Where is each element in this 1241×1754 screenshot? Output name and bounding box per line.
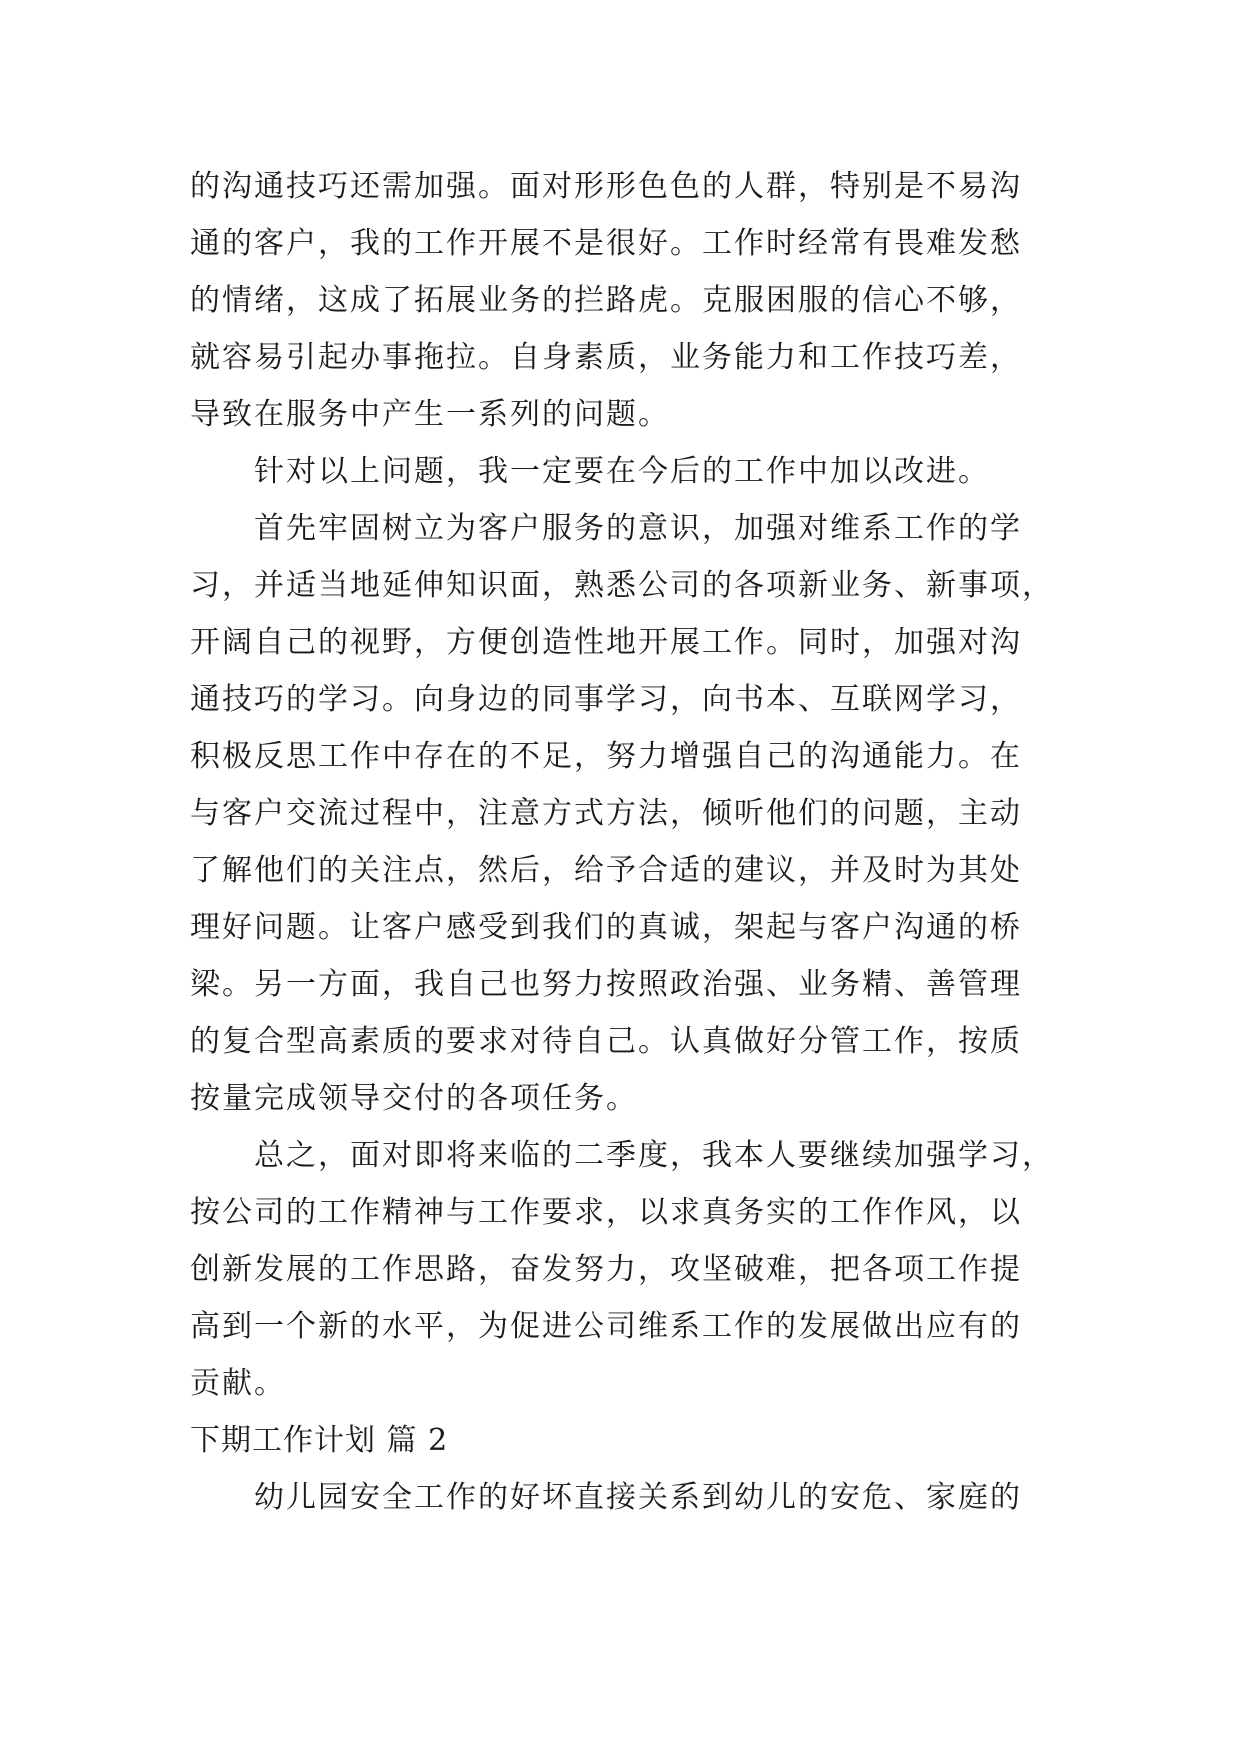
text-line: 了解他们的关注点，然后，给予合适的建议，并及时为其处 [190, 853, 1022, 888]
text-line: 的沟通技巧还需加强。面对形形色色的人群，特别是不易沟 [190, 169, 1022, 204]
text-line: 按量完成领导交付的各项任务。 [190, 1081, 638, 1116]
paragraph [190, 1127, 1070, 1412]
text-line: 习，并适当地延伸知识面，熟悉公司的各项新业务、新事项， [190, 568, 1054, 603]
text-line: 幼儿园安全工作的好坏直接关系到幼儿的安危、家庭的 [254, 1480, 1022, 1515]
paragraph [190, 1469, 1070, 1526]
section-heading [190, 1412, 1070, 1469]
text-line: 积极反思工作中存在的不足，努力增强自己的沟通能力。在 [190, 739, 1022, 774]
text-line: 理好问题。让客户感受到我们的真诚，架起与客户沟通的桥 [190, 910, 1022, 945]
text-line: 针对以上问题，我一定要在今后的工作中加以改进。 [254, 454, 990, 489]
text-line: 梁。另一方面，我自己也努力按照政治强、业务精、善管理 [190, 967, 1022, 1002]
text-line: 与客户交流过程中，注意方式方法，倾听他们的问题，主动 [190, 796, 1022, 831]
text-line: 通的客户，我的工作开展不是很好。工作时经常有畏难发愁 [190, 226, 1022, 261]
document-body [190, 158, 1070, 1526]
text-line: 通技巧的学习。向身边的同事学习，向书本、互联网学习， [190, 682, 1022, 717]
paragraph [190, 158, 1070, 443]
paragraph [190, 500, 1070, 1127]
paragraph [190, 443, 1070, 500]
text-line: 的复合型高素质的要求对待自己。认真做好分管工作，按质 [190, 1024, 1022, 1059]
text-line: 导致在服务中产生一系列的问题。 [190, 397, 670, 432]
text-line: 首先牢固树立为客户服务的意识，加强对维系工作的学 [254, 511, 1022, 546]
text-line: 高到一个新的水平，为促进公司维系工作的发展做出应有的 [190, 1309, 1022, 1344]
text-line: 下期工作计划 篇 2 [190, 1423, 449, 1458]
text-line: 总之，面对即将来临的二季度，我本人要继续加强学习， [254, 1138, 1054, 1173]
text-line: 贡献。 [190, 1366, 286, 1401]
text-line: 创新发展的工作思路，奋发努力，攻坚破难，把各项工作提 [190, 1252, 1022, 1287]
text-line: 的情绪，这成了拓展业务的拦路虎。克服困服的信心不够， [190, 283, 1022, 318]
text-line: 按公司的工作精神与工作要求，以求真务实的工作作风，以 [190, 1195, 1022, 1230]
text-line: 开阔自己的视野，方便创造性地开展工作。同时，加强对沟 [190, 625, 1022, 660]
text-line: 就容易引起办事拖拉。自身素质，业务能力和工作技巧差， [190, 340, 1022, 375]
